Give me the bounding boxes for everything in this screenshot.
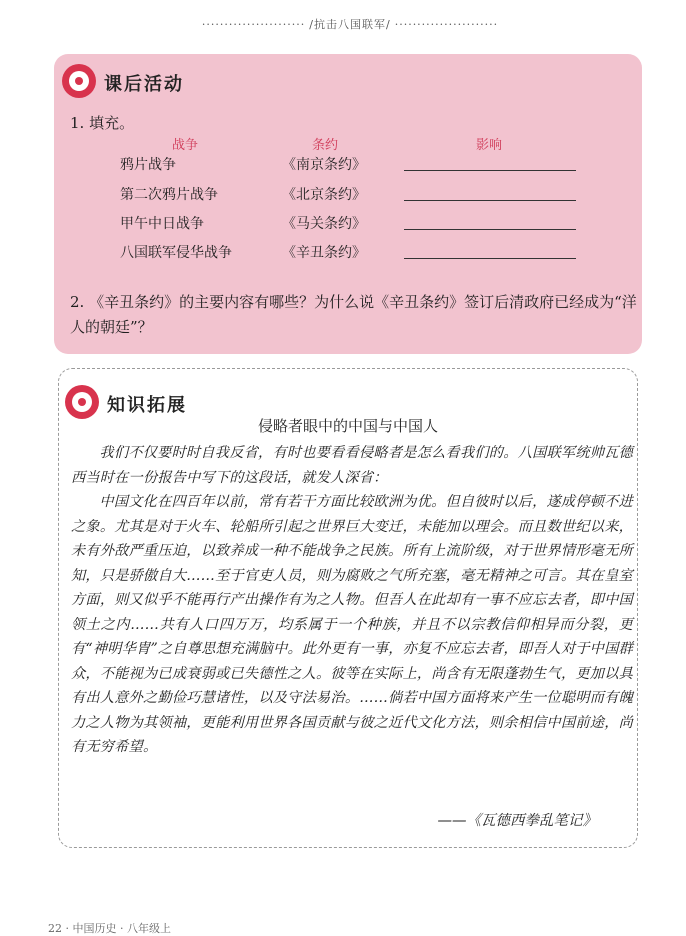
war-name: 第二次鸦片战争 [120, 187, 218, 203]
question-2: 2. 《辛丑条约》的主要内容有哪些？为什么说《辛丑条约》签订后清政府已经成为“洋人的朝廷”？ [70, 293, 637, 336]
knowledge-card [58, 368, 638, 848]
war-name: 甲午中日战争 [120, 216, 204, 232]
activity-title: 课后活动 [104, 74, 184, 95]
header-text: /抗击八国联军/ [309, 18, 391, 31]
answer-blank[interactable] [404, 200, 576, 201]
article-body [71, 441, 633, 760]
treaty-name: 《辛丑条约》 [282, 245, 366, 261]
answer-blank[interactable] [404, 258, 576, 259]
answer-blank[interactable] [404, 170, 576, 171]
column-impact: 影响 [476, 138, 503, 153]
paragraph: 我们不仅要时时自我反省，有时也要看看侵略者是怎么看我们的。八国联军统帅瓦德西当时在一份报告中写下的这段话，就发人深省： [71, 445, 633, 486]
treaty-name: 《马关条约》 [282, 216, 366, 232]
treaty-name: 《南京条约》 [282, 157, 366, 173]
article-heading: 侵略者眼中的中国与中国人 [257, 417, 438, 435]
knowledge-icon [65, 385, 99, 419]
treaty-name: 《北京条约》 [282, 187, 366, 203]
column-war: 战争 [172, 138, 199, 153]
answer-blank[interactable] [404, 229, 576, 230]
article-source: ——《瓦德西拳乱笔记》 [437, 813, 597, 829]
war-name: 八国联军侵华战争 [120, 245, 232, 261]
knowledge-title: 知识拓展 [107, 395, 187, 416]
activity-card [54, 54, 642, 354]
question-1: 1. 填充。 [70, 114, 135, 132]
page-header: ······················· /抗击八国联军/ ······················· [201, 18, 499, 31]
war-name: 鸦片战争 [120, 157, 176, 173]
activity-icon [62, 64, 96, 98]
column-treaty: 条约 [312, 138, 339, 153]
paragraph: 中国文化在四百年以前，常有若干方面比较欧洲为优。但自彼时以后，遂成停顿不进之象。尤其是对于火车、轮船所引起之世界巨大变迁，未能加以理会。而且数世纪以来，未有外敌严重压迫，以致养成一种不能战争之民族。所有上流阶级，对于世界情形毫无所知，只是骄傲自大……至于官吏人员，则为腐败之气所充塞，毫无精神之可言。其在皇室方面，则又似乎不能再行产出操作有为之人物。但吾人在此却有一事不应忘去者，即中国领土之内……共有人口四万万，均系属于一个种族，并且不以宗教信仰相异而分裂，更有“神明华胄”之自尊思想充满脑中。此外更有一事，亦复不应忘去者，即吾人对于中国群众，不能视为已成衰弱或已失德性之人。彼等在实际上，尚含有无限蓬勃生气，更加以具有出人意外之勤俭巧慧诸性，以及守法易治。……倘若中国方面将来产生一位聪明而有魄力之人物为其领袖，更能利用世界各国贡献与彼之近代文化方法，则余相信中国前途，尚有无穷希望。 [71, 494, 633, 755]
page-footer: 22 · 中国历史 · 八年级上 [48, 922, 171, 935]
